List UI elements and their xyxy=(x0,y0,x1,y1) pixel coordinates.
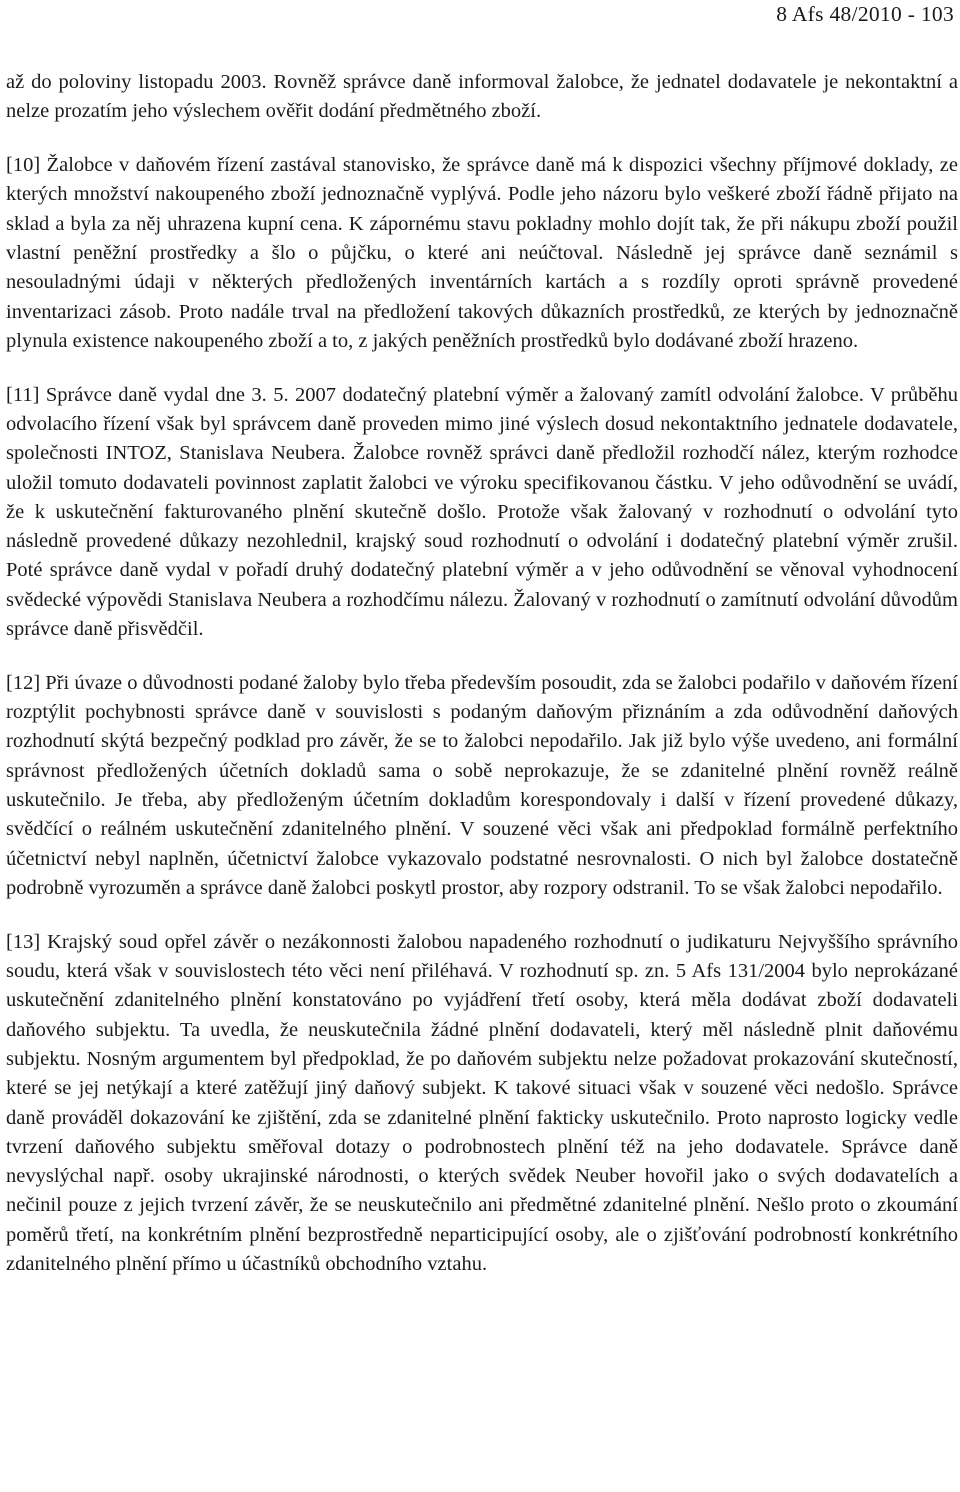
page-reference: 8 Afs 48/2010 - 103 xyxy=(776,2,954,26)
paragraph-10: [10] Žalobce v daňovém řízení zastával stanovisko, že správce daně má k dispozici všechny příjmové doklady, ze kterých množství nakoupeného zboží jednoznačně vyplývá. Podle jeho názoru bylo veškeré zboží řádně přijato na sklad a byla za něj uhrazena kupní cena. K zápornému stavu pokladny mohlo dojít tak, že při nákupu zboží použil vlastní peněžní prostředky a šlo o půjčku, o které ani neúčtoval. Následně jej správce daně seznámil s nesouladnými údaji v některých předložených inventárních kartách a s rozdíly oproti správně provedené inventarizaci zásob. Proto nadále trval na předložení takových důkazních prostředků, ze kterých by jednoznačně plynula existence nakoupeného zboží a to, z jakých peněžních prostředků bylo dodávané zboží hrazeno. xyxy=(6,154,958,352)
paragraph-continuation: až do poloviny listopadu 2003. Rovněž správce daně informoval žalobce, že jednatel dodavatele je nekontaktní a nelze prozatím jeho výslechem ověřit dodání předmětného zboží. xyxy=(6,71,958,123)
paragraph-11: [11] Správce daně vydal dne 3. 5. 2007 dodatečný platební výměr a žalovaný zamítl odvolání žalobce. V průběhu odvolacího řízení však byl správcem daně proveden mimo jiné výslech dosud nekontaktního jednatele dodavatele, společnosti INTOZ, Stanislava Neubera. Žalobce rovněž správci daně předložil rozhodčí nález, kterým rozhodce uložil tomuto dodavateli povinnost zaplatit žalobci ve výroku specifikovanou částku. V jeho odůvodnění se uvádí, že k uskutečnění fakturovaného plnění skutečně došlo. Protože však žalovaný v rozhodnutí o odvolání tyto následně provedené důkazy nezohlednil, krajský soud rozhodnutí o odvolání i dodatečný platební výměr zrušil. Poté správce daně vydal v pořadí druhý dodatečný platební výměr a v jeho odůvodnění se věnoval vyhodnocení svědecké výpovědi Stanislava Neubera a rozhodčímu nálezu. Žalovaný v rozhodnutí o zamítnutí odvolání důvodům správce daně přisvědčil. xyxy=(6,383,958,641)
document-body xyxy=(6,68,958,1279)
paragraph-12: [12] Při úvaze o důvodnosti podané žaloby bylo třeba především posoudit, zda se žalobci podařilo v daňovém řízení rozptýlit pochybnosti správce daně v souvislosti s podaným daňovým přiznáním a zda odůvodnění daňových rozhodnutí skýtá bezpečný podklad pro závěr, že se to žalobci nepodařilo. Jak již bylo výše uvedeno, ani formální správnost předložených účetních dokladů sama o sobě neprokazuje, že se zdanitelné plnění rovněž reálně uskutečnilo. Je třeba, aby předloženým účetním dokladům korespondovaly i další v řízení provedené důkazy, svědčící o reálném uskutečnění zdanitelného plnění. V souzené věci však ani předpoklad formálně perfektního účetnictví nebyl naplněn, účetnictví žalobce vykazovalo podstatné nesrovnalosti. O nich byl žalobce dostatečně podrobně vyrozuměn a správce daně žalobci poskytl prostor, aby rozpory odstranil. To se však žalobci nepodařilo. xyxy=(6,671,958,899)
paragraph-13: [13] Krajský soud opřel závěr o nezákonnosti žalobou napadeného rozhodnutí o judikaturu Nejvyššího správního soudu, která však v souvislostech této věci není přiléhavá. V rozhodnutí sp. zn. 5 Afs 131/2004 bylo neprokázané uskutečnění zdanitelného plnění konstatováno po vyjádření třetí osoby, která měla dodávat zboží dodavateli daňového subjektu. Ta uvedla, že neuskutečnila žádné plnění dodavateli, který měl následně plnit daňovému subjektu. Nosným argumentem byl předpoklad, že po daňovém subjektu nelze požadovat prokazování skutečností, které se jej netýkají a které zatěžují jiný daňový subjekt. K takové situaci však v souzené věci nedošlo. Správce daně prováděl dokazování ke zjištění, zda se zdanitelné plnění fakticky uskutečnilo. Proto naprosto logicky vedle tvrzení daňového subjektu směřoval dotazy o podrobnostech plnění též na jeho dodavatele. Správce daně nevyslýchal např. osoby ukrajinské národnosti, o kterých svědek Neuber hovořil jako o svých dodavatelích a nečinil pouze z jejich tvrzení závěr, že se neuskutečnilo ani předmětné zdanitelné plnění. Nešlo proto o zkoumání poměrů třetí, na konkrétním plnění bezprostředně neparticipující osoby, ale o zjišťování podrobností konkrétního zdanitelného plnění přímo u účastníků obchodního vztahu. xyxy=(6,930,958,1275)
